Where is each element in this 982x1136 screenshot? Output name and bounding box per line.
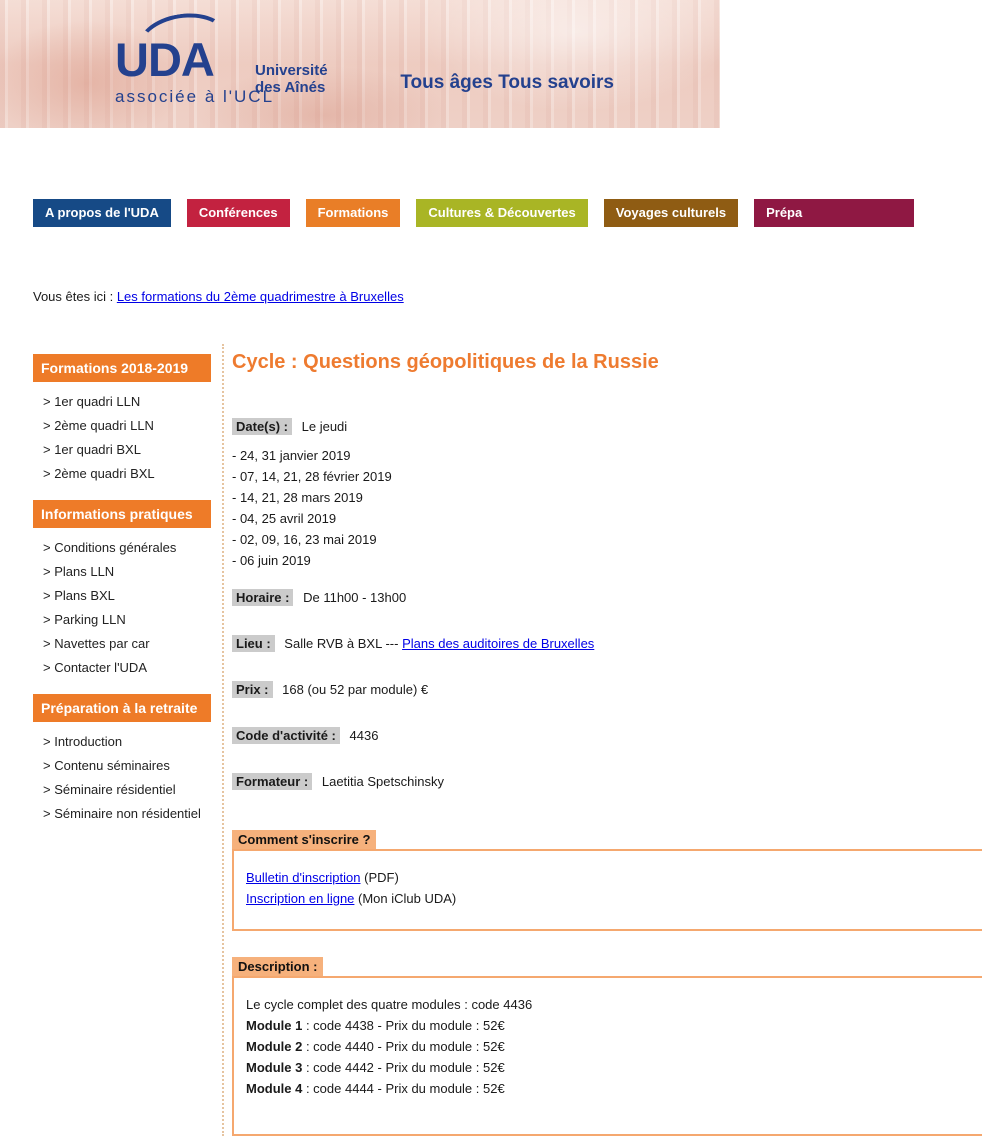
sidebar-list-formations — [33, 390, 211, 486]
dates-list — [232, 445, 752, 571]
breadcrumb-prefix: Vous êtes ici : — [33, 289, 117, 304]
field-formateur-label: Formateur : — [232, 773, 312, 790]
field-prix-value: 168 (ou 52 par module) € — [282, 682, 429, 697]
sidebar-item-2eme-quadri-bxl[interactable]: > 2ème quadri BXL — [43, 466, 155, 481]
nav-item-conferences[interactable]: Conférences — [187, 199, 290, 227]
bulletin-inscription-link[interactable]: Bulletin d'inscription — [246, 870, 361, 885]
module-2-name: Module 2 — [246, 1039, 303, 1054]
field-prix — [232, 681, 752, 698]
module-4-detail: : code 4444 - Prix du module : 52€ — [302, 1081, 505, 1096]
module-line-4 — [246, 1078, 970, 1099]
description-intro: Le cycle complet des quatre modules : code 4436 — [246, 997, 533, 1012]
logo-text: UDA — [115, 33, 214, 86]
field-formateur — [232, 773, 752, 790]
site-tagline: Tous âges Tous savoirs — [400, 72, 614, 93]
sidebar-list-preparation-retraite — [33, 730, 211, 826]
sidebar-header-formations: Formations 2018-2019 — [33, 354, 211, 382]
sidebar-item-parking-lln[interactable]: > Parking LLN — [43, 612, 126, 627]
inscription-en-ligne-line — [246, 888, 970, 909]
nav-item-a-propos[interactable]: A propos de l'UDA — [33, 199, 171, 227]
inscription-en-ligne-suffix: (Mon iClub UDA) — [354, 891, 457, 906]
module-1-name: Module 1 — [246, 1018, 303, 1033]
inscription-section-title: Comment s'inscrire ? — [232, 830, 376, 849]
date-line: - 02, 09, 16, 23 mai 2019 — [232, 532, 377, 547]
breadcrumb-link[interactable]: Les formations du 2ème quadrimestre à Bruxelles — [116, 289, 404, 304]
description-section — [232, 957, 752, 1136]
logo-subtitle-line2: des Aînés — [255, 79, 326, 96]
sidebar-item-contenu-seminaires[interactable]: > Contenu séminaires — [43, 758, 170, 773]
field-dates-label: Date(s) : — [232, 418, 292, 435]
nav-item-formations[interactable]: Formations — [306, 199, 401, 227]
bulletin-inscription-suffix: (PDF) — [360, 870, 399, 885]
sidebar-item-seminaire-residentiel[interactable]: > Séminaire résidentiel — [43, 782, 176, 797]
page-title: Cycle : Questions géopolitiques de la Russie — [232, 351, 659, 373]
logo-subtitle-line1: Université — [255, 62, 328, 79]
nav-item-preparation[interactable]: Prépa — [754, 199, 914, 227]
sidebar-item-1er-quadri-bxl[interactable]: > 1er quadri BXL — [43, 442, 141, 457]
sidebar-item-navettes-par-car[interactable]: > Navettes par car — [43, 636, 150, 651]
field-lieu-label: Lieu : — [232, 635, 275, 652]
field-dates — [232, 418, 752, 435]
uda-logo[interactable] — [115, 33, 328, 107]
nav-item-voyages-culturels[interactable]: Voyages culturels — [604, 199, 738, 227]
field-prix-label: Prix : — [232, 681, 273, 698]
module-4-name: Module 4 — [246, 1081, 303, 1096]
plans-auditoires-link[interactable]: Plans des auditoires de Bruxelles — [402, 636, 595, 651]
description-section-title: Description : — [232, 957, 323, 976]
sidebar-item-2eme-quadri-lln[interactable]: > 2ème quadri LLN — [43, 418, 154, 433]
field-code-activite-label: Code d'activité : — [232, 727, 340, 744]
field-horaire — [232, 589, 752, 606]
inscription-box — [232, 849, 982, 931]
sidebar-item-seminaire-non-residentiel[interactable]: > Séminaire non résidentiel — [43, 806, 201, 821]
module-3-detail: : code 4442 - Prix du module : 52€ — [302, 1060, 505, 1075]
inscription-section — [232, 830, 752, 931]
content-area — [0, 344, 720, 1136]
sidebar-item-introduction[interactable]: > Introduction — [43, 734, 123, 749]
breadcrumb — [33, 289, 720, 304]
module-1-detail: : code 4438 - Prix du module : 52€ — [302, 1018, 505, 1033]
sidebar-item-contacter-uda[interactable]: > Contacter l'UDA — [43, 660, 147, 675]
module-line-1 — [246, 1015, 970, 1036]
sidebar-header-preparation-retraite: Préparation à la retraite — [33, 694, 211, 722]
nav-item-cultures-decouvertes[interactable]: Cultures & Découvertes — [416, 199, 587, 227]
description-box — [232, 976, 982, 1136]
field-horaire-value: De 11h00 - 13h00 — [303, 590, 407, 605]
field-dates-value: Le jeudi — [301, 419, 348, 434]
vertical-dotted-separator — [222, 344, 224, 1136]
date-line: - 04, 25 avril 2019 — [232, 511, 337, 526]
field-horaire-label: Horaire : — [232, 589, 293, 606]
field-code-activite — [232, 727, 752, 744]
sidebar — [33, 344, 211, 840]
bulletin-inscription-line — [246, 867, 970, 888]
field-code-activite-value: 4436 — [349, 728, 379, 743]
module-line-3 — [246, 1057, 970, 1078]
sidebar-item-1er-quadri-lln[interactable]: > 1er quadri LLN — [43, 394, 141, 409]
sidebar-item-conditions-generales[interactable]: > Conditions générales — [43, 540, 177, 555]
sidebar-item-plans-bxl[interactable]: > Plans BXL — [43, 588, 115, 603]
field-lieu — [232, 635, 752, 652]
logo-association: associée à l'UCL — [115, 87, 275, 106]
date-line: - 14, 21, 28 mars 2019 — [232, 490, 363, 505]
date-line: - 07, 14, 21, 28 février 2019 — [232, 469, 392, 484]
module-3-name: Module 3 — [246, 1060, 303, 1075]
logo-subtitle — [255, 62, 328, 96]
field-lieu-value: Salle RVB à BXL --- — [284, 636, 403, 651]
main-nav — [33, 199, 803, 227]
sidebar-header-infos-pratiques: Informations pratiques — [33, 500, 211, 528]
sidebar-list-infos-pratiques — [33, 536, 211, 680]
module-2-detail: : code 4440 - Prix du module : 52€ — [302, 1039, 505, 1054]
date-line: - 06 juin 2019 — [232, 553, 311, 568]
inscription-en-ligne-link[interactable]: Inscription en ligne — [246, 891, 355, 906]
main-content — [232, 344, 752, 1136]
site-banner — [0, 0, 720, 128]
module-line-2 — [246, 1036, 970, 1057]
date-line: - 24, 31 janvier 2019 — [232, 448, 351, 463]
field-formateur-value: Laetitia Spetschinsky — [321, 774, 444, 789]
sidebar-item-plans-lln[interactable]: > Plans LLN — [43, 564, 115, 579]
